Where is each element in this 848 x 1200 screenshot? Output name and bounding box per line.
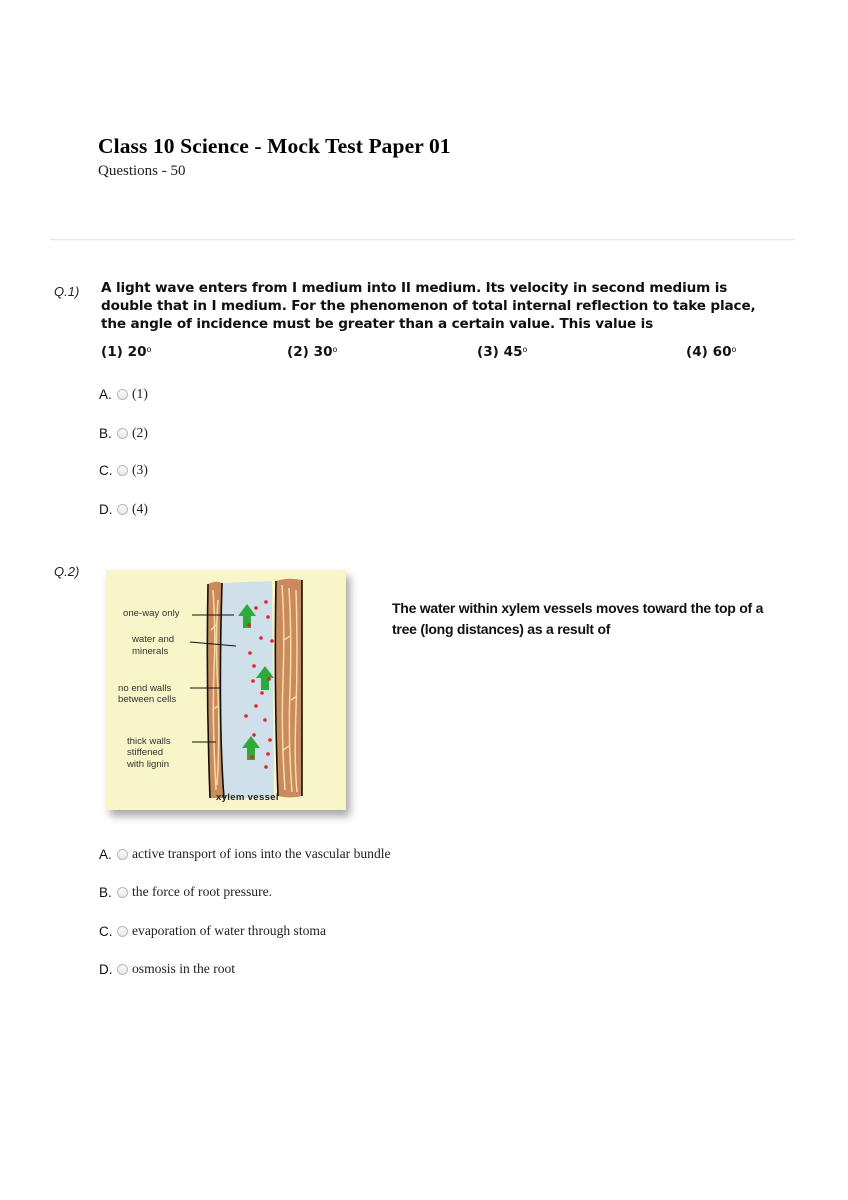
option-text: (4)	[132, 501, 148, 516]
choice-4	[686, 344, 736, 360]
choice-label: (4) 60	[686, 344, 732, 360]
label-thick-3: with lignin	[127, 759, 170, 770]
choice-2	[287, 344, 337, 360]
choice-label: (3) 45	[477, 344, 523, 360]
option-letter: D.	[99, 501, 113, 517]
option-text: (3)	[132, 462, 148, 477]
radio-button[interactable]	[117, 389, 128, 400]
option-letter: D.	[99, 961, 113, 977]
choice-3	[477, 344, 527, 360]
label-one-way: one-way only	[123, 608, 180, 619]
question-text: The water within xylem vessels moves toward the top of a tree (long distances) as a result of	[392, 600, 764, 637]
radio-button[interactable]	[117, 504, 128, 515]
degree-sign: o	[522, 345, 528, 354]
option-letter: A.	[99, 846, 112, 862]
option-text: the force of root pressure.	[132, 884, 273, 899]
degree-sign: o	[332, 345, 338, 354]
choice-1	[101, 344, 151, 360]
label-water-2: minerals	[132, 646, 169, 657]
label-water-1: water and	[132, 634, 175, 645]
question-text: A light wave enters from I medium into II medium. Its velocity in second medium is double that in I medium. For the phenomenon of total internal reflection to take place, the angle of incidence must be greater than a certain value. This value is	[101, 280, 756, 332]
header-divider	[50, 239, 795, 240]
q1-option-d[interactable]	[99, 500, 148, 518]
q2-option-c[interactable]	[99, 922, 326, 940]
radio-button[interactable]	[117, 428, 128, 439]
degree-sign: o	[731, 345, 737, 354]
radio-button[interactable]	[117, 849, 128, 860]
radio-button[interactable]	[117, 926, 128, 937]
q1-option-b[interactable]	[99, 424, 148, 442]
radio-button[interactable]	[117, 887, 128, 898]
q2-option-a[interactable]	[99, 845, 391, 863]
option-text: (2)	[132, 425, 148, 440]
right-wall	[275, 579, 302, 798]
option-letter: B.	[99, 884, 112, 900]
option-text: evaporation of water through stoma	[132, 923, 327, 938]
option-letter: A.	[99, 386, 112, 402]
question-number: Q.2)	[54, 564, 80, 579]
option-text: active transport of ions into the vascular bundle	[132, 846, 391, 861]
label-thick-1: thick walls	[127, 736, 171, 747]
degree-sign: o	[146, 345, 152, 354]
q1-option-c[interactable]	[99, 461, 148, 479]
choice-label: (1) 20	[101, 344, 147, 360]
question-count: Questions - 50	[98, 163, 186, 179]
q2-option-d[interactable]	[99, 960, 235, 978]
label-no-end-2: between cells	[118, 694, 177, 705]
q1-option-a[interactable]	[99, 385, 148, 403]
question-number: Q.1)	[54, 284, 80, 299]
option-text: osmosis in the root	[132, 961, 236, 976]
option-letter: B.	[99, 425, 112, 441]
q2-option-b[interactable]	[99, 883, 272, 901]
page-title: Class 10 Science - Mock Test Paper 01	[98, 134, 451, 158]
option-letter: C.	[99, 923, 113, 939]
label-thick-2: stiffened	[127, 747, 164, 758]
figure-caption: xylem vessel	[216, 792, 279, 803]
choice-label: (2) 30	[287, 344, 333, 360]
option-text: (1)	[132, 386, 148, 401]
label-no-end-1: no end walls	[118, 683, 172, 694]
radio-button[interactable]	[117, 964, 128, 975]
xylem-vessel-diagram	[106, 570, 346, 810]
radio-button[interactable]	[117, 465, 128, 476]
option-letter: C.	[99, 462, 113, 478]
